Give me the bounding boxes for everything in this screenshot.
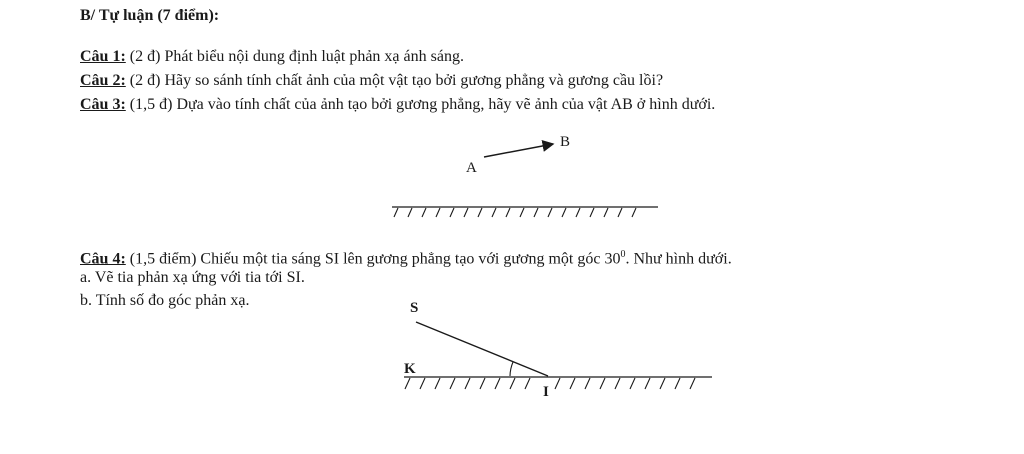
question-2-text: (2 đ) Hãy so sánh tính chất ảnh của một vật tạo bởi gương phẳng và gương cầu lồi? — [125, 72, 664, 89]
angle-value: 30 — [604, 250, 621, 268]
question-4-text-end: . Như hình dưới. — [625, 250, 732, 268]
question-4-text: (1,5 điểm) Chiếu một tia sáng SI lên gương phẳng tạo với gương một góc — [125, 250, 605, 268]
question-2-label: Câu 2: — [80, 72, 126, 89]
angle-unit: 0 — [620, 249, 626, 260]
mirror-2-hatching — [405, 378, 695, 389]
question-1-label: Câu 1: — [80, 48, 126, 65]
label-k: K — [404, 361, 416, 377]
part-a-text: a. Vẽ tia phản xạ ứng với tia tới SI. — [80, 269, 305, 286]
label-i: I — [543, 384, 549, 400]
part-b-text: b. Tính số đo góc phản xạ. — [80, 292, 250, 309]
angle-arc — [510, 362, 513, 376]
incident-ray-si — [416, 322, 548, 376]
question-3-label: Câu 3: — [80, 96, 126, 113]
question-3-text: (1,5 đ) Dựa vào tính chất của ảnh tạo bởi gương phẳng, hãy vẽ ảnh của vật AB ở hình dưới. — [125, 96, 716, 113]
question-4-label: Câu 4: — [80, 250, 126, 268]
label-s: S — [410, 300, 419, 316]
label-a: A — [466, 160, 477, 176]
label-b: B — [560, 134, 571, 150]
question-1-text: (2 đ) Phát biểu nội dung định luật phản xạ ánh sáng. — [125, 48, 464, 65]
section-title-text: B/ Tự luận (7 điểm): — [80, 7, 220, 24]
